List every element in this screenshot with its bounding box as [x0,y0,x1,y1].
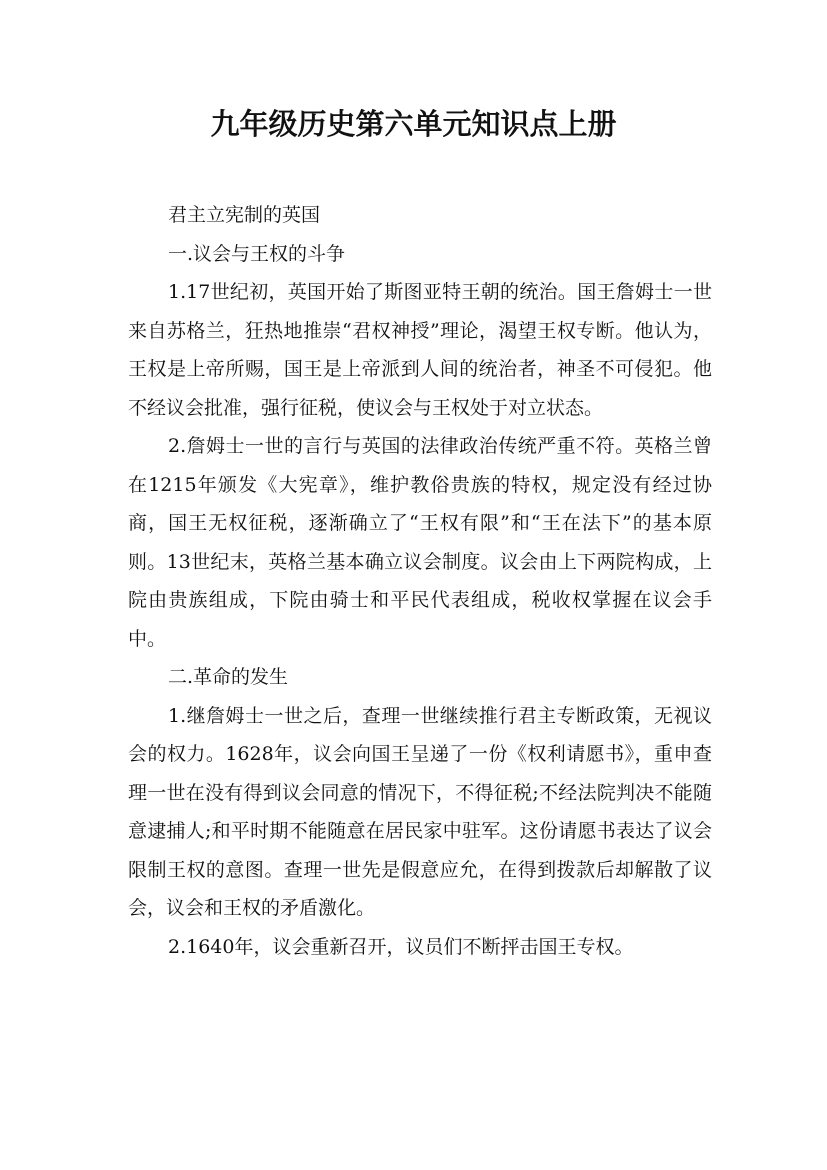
paragraph: 1.继詹姆士一世之后，查理一世继续推行君主专断政策，无视议会的权力。1628年，议会向国王呈递了一份《权利请愿书》，重申查理一世在没有得到议会同意的情况下，不得征税;不经法院判决不能随意逮捕人;和平时期不能随意在居民家中驻军。这份请愿书表达了议会限制王权的意图。查理一世先是假意应允，在得到拨款后却解散了议会，议会和王权的矛盾激化。 [128,704,712,919]
paragraph: 1.17世纪初，英国开始了斯图亚特王朝的统治。国王詹姆士一世来自苏格兰，狂热地推崇“君权神授”理论，渴望王权专断。他认为，王权是上帝所赐，国王是上帝派到人间的统治者，神圣不可侵犯。他不经议会批准，强行征税，使议会与王权处于对立状态。 [128,281,712,419]
subsection-heading: 二.革命的发生 [168,666,289,688]
paragraph: 2.1640年，议会重新召开，议员们不断抨击国王专权。 [168,935,634,958]
paragraph: 2.詹姆士一世的言行与英国的法律政治传统严重不符。英格兰曾在1215年颁发《大宪章》，维护教俗贵族的特权，规定没有经过协商，国王无权征税，逐渐确立了“王权有限”和“王在法下”的基本原则。13世纪末，英格兰基本确立议会制度。议会由上下两院构成，上院由贵族组成，下院由骑士和平民代表组成，税收权掌握在议会手中。 [128,435,712,650]
document-body [128,196,712,966]
section-heading: 君主立宪制的英国 [168,204,321,226]
document-title: 九年级历史第六单元知识点上册 [210,107,617,141]
subsection-heading: 一.议会与王权的斗争 [168,242,346,265]
